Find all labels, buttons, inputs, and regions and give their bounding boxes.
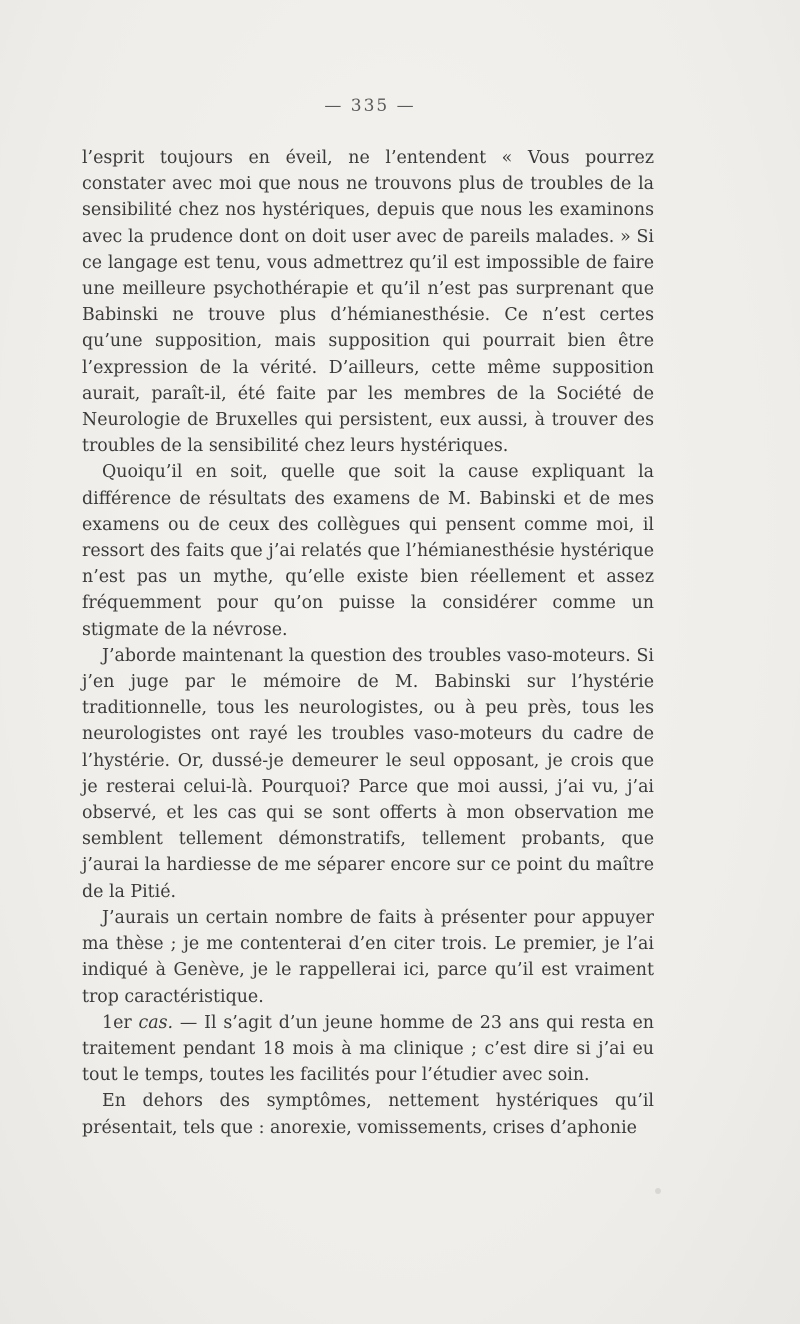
paragraph-4: J’aurais un certain nombre de faits à présenter pour appuyer ma thèse ; je me contenterai d’en citer trois. Le premier, je l’ai indiqué à Genève, je le rappellerai ici, parce qu’il est vraiment trop caractéristique.	[82, 907, 654, 1007]
paragraph-3: J’aborde maintenant la question des troubles vaso-moteurs. Si j’en juge par le mémoire de M. Babinski sur l’hystérie traditionnelle, tous les neurologistes, ou à peu près, tous les neurologistes ont rayé les troubles vaso-moteurs du cadre de l’hystérie. Or, dussé-je demeurer le seul opposant, je crois que je resterai celui-là. Pourquoi? Parce que moi aussi, j’ai vu, j’ai observé, et les cas qui se sont offerts à mon observation me semblent tellement démonstratifs, tellement probants, que j’aurai la hardiesse de me séparer encore sur ce point du maître de la Pitié.	[82, 645, 654, 902]
body-text	[82, 145, 654, 1141]
paragraph-2: Quoiqu’il en soit, quelle que soit la cause expliquant la différence de résultats des examens de M. Babinski et de mes examens ou de ceux des collègues qui pensent comme moi, il ressort des faits que j’ai relatés que l’hémianesthésie hystérique n’est pas un mythe, qu’elle existe bien réellement et assez fréquemment pour qu’on puisse la considérer comme un stigmate de la névrose.	[82, 462, 654, 640]
paper-spot	[655, 1188, 661, 1194]
page-number: — 335 —	[324, 96, 416, 116]
case-label: cas.	[138, 1012, 174, 1033]
paragraph-5	[82, 1010, 654, 1089]
paragraph-6: En dehors des symptômes, nettement hystériques qu’il présentait, tels que : anorexie, vomissements, crises d’aphonie	[82, 1091, 654, 1138]
paragraph-5-text: — Il s’agit d’un jeune homme de 23 ans qui resta en traitement pendant 18 mois à ma clinique ; c’est dire si j’ai eu tout le temps, toutes les facilités pour l’étudier avec soin.	[82, 1012, 654, 1086]
case-number: 1er	[102, 1012, 132, 1033]
paragraph-1: l’esprit toujours en éveil, ne l’entendent « Vous pourrez constater avec moi que nous ne trouvons plus de troubles de la sensibilité chez nos hystériques, depuis que nous les examinons avec la prudence dont on doit user avec de pareils malades. » Si ce langage est tenu, vous admettrez qu’il est impossible de faire une meilleure psychothérapie et qu’il n’est pas surprenant que Babinski ne trouve plus d’hémianesthésie. Ce n’est certes qu’une supposition, mais supposition qui pourrait bien être l’expression de la vérité. D’ailleurs, cette même supposition aurait, paraît-il, été faite par les membres de la Société de Neurologie de Bruxelles qui persistent, eux aussi, à trouver des troubles de la sensibilité chez leurs hystériques.	[82, 148, 654, 457]
